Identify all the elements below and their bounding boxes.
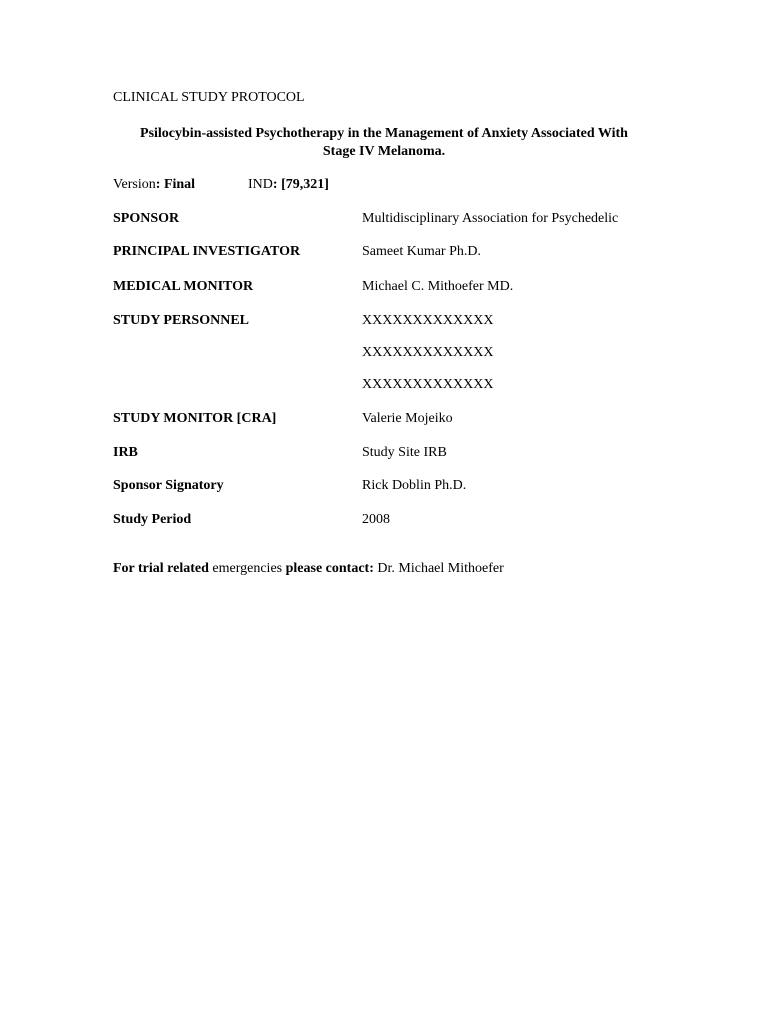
field-row-principal-investigator [113, 244, 673, 264]
ind-separator: : [272, 177, 282, 192]
field-label: PRINCIPAL INVESTIGATOR [113, 244, 301, 259]
ind-label: IND [248, 177, 273, 192]
field-value: Rick Doblin Ph.D. [362, 478, 467, 493]
field-label: STUDY PERSONNEL [113, 313, 250, 328]
field-row-study-personnel-3 [113, 377, 673, 397]
field-value: XXXXXXXXXXXXX [362, 345, 494, 360]
contact-part-4: Dr. Michael Mithoefer [373, 561, 504, 576]
field-value: 2008 [362, 512, 390, 527]
field-row-study-monitor [113, 411, 673, 431]
field-row-study-personnel-2 [113, 345, 673, 365]
field-label: STUDY MONITOR [CRA] [113, 411, 277, 426]
field-label: MEDICAL MONITOR [113, 279, 254, 294]
contact-part-1: For trial related [113, 561, 209, 576]
field-value: Study Site IRB [362, 445, 447, 460]
field-row-sponsor-signatory [113, 478, 673, 498]
field-value: XXXXXXXXXXXXX [362, 313, 494, 328]
document-header: CLINICAL STUDY PROTOCOL [113, 90, 305, 105]
version-separator: : [155, 177, 164, 192]
contact-part-2: emergencies [208, 561, 286, 576]
study-title-line-1: Psilocybin-assisted Psychotherapy in the Management of Anxiety Associated With [140, 126, 628, 141]
ind-value: [79,321] [281, 177, 329, 192]
field-value: XXXXXXXXXXXXX [362, 377, 494, 392]
field-value: Valerie Mojeiko [362, 411, 453, 426]
study-title-line-2: Stage IV Melanoma. [322, 144, 446, 159]
version-value: Final [163, 177, 196, 192]
field-label: SPONSOR [113, 211, 180, 226]
field-row-medical-monitor [113, 279, 673, 299]
ind-number [248, 177, 329, 193]
field-value: Sameet Kumar Ph.D. [362, 244, 481, 259]
field-label: Study Period [113, 512, 192, 527]
field-row-study-personnel [113, 313, 673, 333]
version-line [113, 177, 329, 193]
field-label: Sponsor Signatory [113, 478, 224, 493]
contact-part-3: please contact: [285, 561, 374, 576]
study-title [100, 125, 668, 161]
field-row-irb [113, 445, 673, 465]
field-value: Michael C. Mithoefer MD. [362, 279, 514, 294]
emergency-contact [113, 561, 504, 577]
field-value: Multidisciplinary Association for Psychedelic [362, 211, 619, 226]
field-label: IRB [113, 445, 138, 460]
field-row-study-period [113, 512, 673, 532]
field-row-sponsor [113, 211, 673, 231]
version-label: Version [113, 177, 156, 192]
